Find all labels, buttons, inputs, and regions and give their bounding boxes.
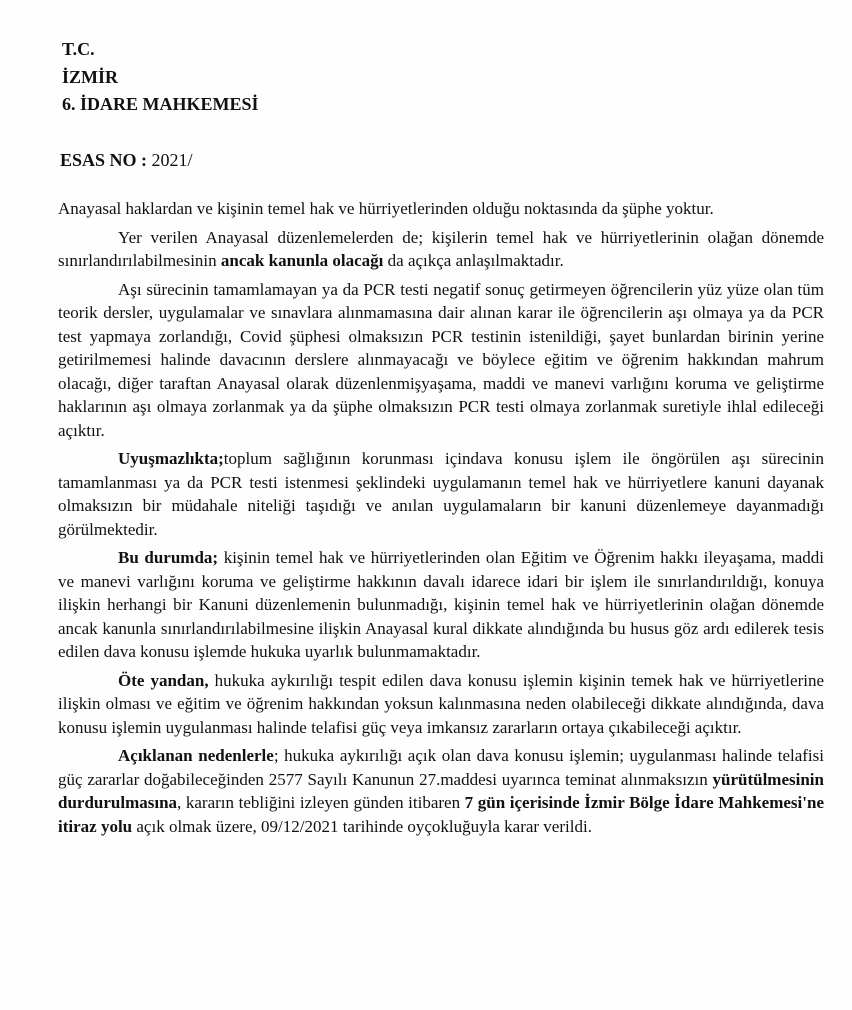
paragraph-4-lead: Uyuşmazlıkta; (118, 449, 224, 468)
paragraph-6-text: hukuka aykırılığı tespit edilen dava konusu işlemin kişinin temek hak ve hürriyetlerine ilişkin olması ve eğitim ve öğrenim hakkından yoksun kalınmasına neden olabileceği dikkate alındığında, dava konusu işlemin uygulanması halinde telafisi güç veya imkansız zararların ortaya çıkabileceği açıktır. (58, 670, 825, 737)
paragraph-7-bold-appeal: 7 gün içerisinde İzmir Bölge İdare Mahkemesi'ne itiraz yolu (58, 793, 824, 836)
header-tc: T.C. (62, 39, 95, 59)
header-court: 6. İDARE MAHKEMESİ (62, 94, 259, 114)
document-body (58, 197, 824, 843)
paragraph-7-end: açık olmak üzere, 09/12/2021 tarihinde oyçokluğuyla karar verildi. (132, 816, 592, 836)
case-number-label: ESAS NO : (60, 150, 148, 170)
header-city: İZMİR (62, 67, 119, 87)
paragraph-1: Anayasal haklardan ve kişinin temel hak ve hürriyetlerinden olduğu noktasında da şüphe yoktur. (58, 199, 714, 218)
paragraph-7-mid: , kararın tebliğini izleyen günden itibaren (177, 793, 465, 812)
paragraph-4 (58, 447, 824, 541)
paragraph-4-text: toplum sağlığının korunması içindava konusu işlem ile öngörülen aşı sürecinin tamamlanması ya da PCR testi istenmesi şeklindeki uygulamanın temel hak ve hürriyetlere kanuni dayanak olmaksızın bir müdahale niteliği taşıdığı ve anılan uygulamaların bir kanuni düzenlemeye dayanmadığı görülmektedir. (58, 449, 824, 539)
paragraph-3: Aşı sürecinin tamamlamayan ya da PCR testi negatif sonuç getirmeyen öğrencilerin yüz yüze olan tüm teorik dersler, uygulamalar ve sınavlara alınmamasına dair alınan karar ile öğrencilerin aşı olmaya ya da PCR test yapmaya zorlandığı, Covid şüphesi olmaksızın PCR testinin istenildiği, şayet bunlardan birinin yerine getirilmemesi halinde davacının derslere alınmayacağı ve böylece eğitim ve öğrenim hakkından mahrum olacağı, diğer taraftan Anayasal olarak düzenlenmişyaşama, maddi ve manevi varlığını koruma ve geliştirme haklarının aşı olmaya zorlanmak ya da şüphe olmaksızın PCR testi olmaya zorlanmak suretiyle ihlal edileceği açıktır. (58, 279, 824, 440)
paragraph-5 (58, 546, 824, 664)
paragraph-7-text: ; hukuka aykırılığı açık olan dava konusu işlemin; uygulanması halinde telafisi güç zararlar doğabileceğinden 2577 Sayılı Kanunun 27.maddesi uyarınca teminat alınmaksızın (58, 746, 824, 789)
paragraph-2 (58, 226, 824, 273)
paragraph-5-lead: Bu durumda; (118, 548, 219, 567)
paragraph-6-lead: Öte yandan, (118, 670, 209, 690)
paragraph-2-bold: ancak kanunla olacağı (220, 251, 384, 270)
paragraph-7-lead: Açıklanan nedenlerle (118, 746, 274, 765)
paragraph-7 (58, 744, 824, 838)
paragraph-7-bold-stay: yürütülmesinin durdurulmasına (58, 769, 824, 812)
paragraph-2-end: da açıkça anlaşılmaktadır. (383, 251, 564, 270)
paragraph-5-text: kişinin temel hak ve hürriyetlerinden olan Eğitim ve Öğrenim hakkı ileyaşama, maddi ve manevi varlığını koruma ve geliştirme hakkının davalı idarece idari bir işlem ile sınırlandırıldığı, konuya ilişkin herhangi bir Kanuni düzenlemenin bulunmadığı, kişinin temel hak ve hürriyetlerinin olağan dönemde ancak kanunla sınırlandırılabilmesine ilişkin Anayasal kural dikkate alındığında bu husus göz ardı edilerek tesis edilen dava konusu işlemde hukuka uyarlık bulunmamaktadır. (58, 548, 824, 661)
paragraph-6 (58, 669, 824, 740)
case-number (60, 150, 193, 171)
paragraph-2-text: Yer verilen Anayasal düzenlemelerden de; kişilerin temel hak ve hürriyetlerinin olağan dönemde sınırlandırılabilmesinin (58, 227, 824, 270)
case-number-value: 2021/ (147, 150, 193, 170)
